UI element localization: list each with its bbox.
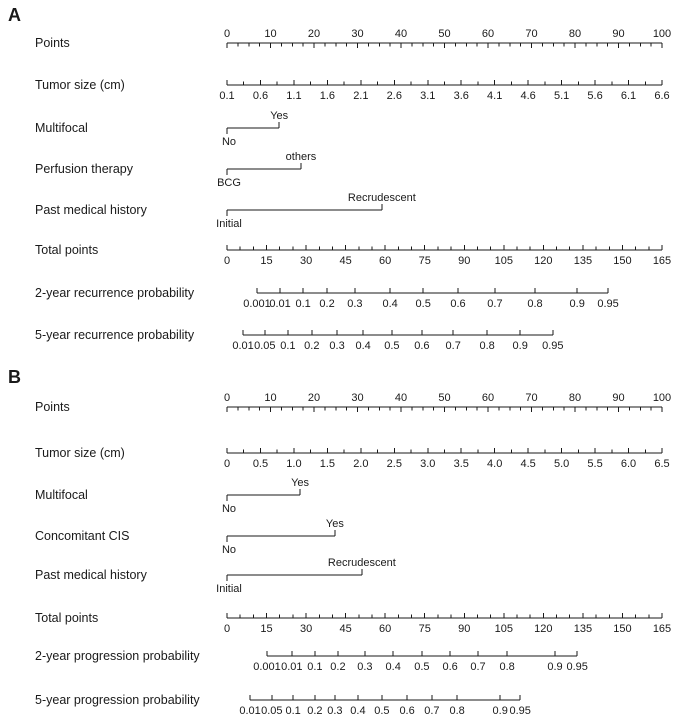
tick-label: 0.5 <box>252 458 269 470</box>
tick-label: 1.1 <box>286 90 302 102</box>
tick-label: 165 <box>652 623 672 635</box>
tick-label: 2.1 <box>353 90 369 102</box>
tick-label: 0.2 <box>330 661 346 673</box>
tick-label: 0.01 <box>232 340 254 352</box>
range-high-label: Yes <box>291 477 310 489</box>
row-label-concomitant-cis-range: Concomitant CIS <box>35 529 130 543</box>
tick-label: 0.9 <box>492 705 508 717</box>
tick-label: 80 <box>568 392 582 404</box>
tick-label: 0.7 <box>424 705 440 717</box>
tick-label: 0.1 <box>219 90 235 102</box>
tick-label: 75 <box>418 255 431 267</box>
tick-label: 0.2 <box>304 340 320 352</box>
tick-label: 30 <box>351 392 364 404</box>
tick-label: 3.6 <box>453 90 469 102</box>
tick-label: 60 <box>379 623 392 635</box>
tick-label: 0.95 <box>597 298 619 310</box>
row-perfusion-therapy-range <box>35 151 317 189</box>
tick-label: 0.1 <box>307 661 323 673</box>
tick-label: 90 <box>612 28 625 40</box>
tick-label: 15 <box>260 623 273 635</box>
row-points-axis <box>35 28 671 50</box>
tick-label: 135 <box>573 255 593 267</box>
tick-label: 165 <box>652 255 672 267</box>
tick-label: 6.0 <box>620 458 637 470</box>
range-high-label: Yes <box>325 518 344 530</box>
tick-label: 60 <box>481 28 495 40</box>
row-progression-5yr-axis <box>35 693 531 717</box>
tick-label: 30 <box>299 623 313 635</box>
tick-label: 4.6 <box>520 90 536 102</box>
tick-label: 10 <box>264 28 277 40</box>
range-low-label: Initial <box>216 218 242 230</box>
row-past-medical-history-range <box>35 192 416 230</box>
tick-label: 0.8 <box>449 705 465 717</box>
tick-label: 80 <box>568 28 582 40</box>
panel-B <box>8 367 671 717</box>
tick-label: 0 <box>223 458 231 470</box>
range-high-label: Recrudescent <box>327 557 396 569</box>
row-recurrence-5yr-axis <box>35 328 564 352</box>
tick-label: 6.6 <box>654 90 670 102</box>
tick-label: 0.7 <box>445 340 461 352</box>
row-label-recurrence-5yr-axis: 5-year recurrence probability <box>35 328 195 342</box>
tick-label: 0.95 <box>509 705 531 717</box>
row-label-progression-5yr-axis: 5-year progression probability <box>35 693 200 707</box>
panel-A <box>8 5 671 352</box>
tick-label: 90 <box>458 255 471 267</box>
tick-label: 150 <box>613 255 632 267</box>
tick-label: 0.5 <box>374 705 390 717</box>
tick-label: 0.1 <box>295 298 311 310</box>
tick-label: 0.3 <box>347 298 363 310</box>
tick-label: 0.1 <box>280 340 296 352</box>
tick-label: 0.3 <box>329 340 345 352</box>
tick-label: 135 <box>573 623 593 635</box>
tick-label: 105 <box>494 255 513 267</box>
tick-label: 90 <box>458 623 471 635</box>
tick-label: 0.4 <box>355 340 371 352</box>
tick-label: 0 <box>223 255 231 267</box>
row-total-points-axis <box>35 611 671 635</box>
row-recurrence-2yr-axis <box>35 286 619 310</box>
tick-label: 0.2 <box>319 298 335 310</box>
tick-label: 0.4 <box>350 705 366 717</box>
tick-label: 1.6 <box>319 90 336 102</box>
tick-label: 120 <box>534 255 553 267</box>
row-label-multifocal-range: Multifocal <box>35 121 88 135</box>
tick-label: 0.95 <box>542 340 564 352</box>
tick-label: 0.001 <box>253 661 281 673</box>
tick-label: 5.6 <box>587 90 603 102</box>
row-total-points-axis <box>35 243 671 267</box>
tick-label: 2.5 <box>386 458 402 470</box>
row-label-recurrence-2yr-axis: 2-year recurrence probability <box>35 286 195 300</box>
tick-label: 0.6 <box>442 661 458 673</box>
range-low-label: No <box>221 136 237 148</box>
tick-label: 0.95 <box>566 661 588 673</box>
tick-label: 90 <box>612 392 625 404</box>
tick-label: 30 <box>351 28 364 40</box>
panel-letter-A: A <box>8 5 21 25</box>
tick-label: 5.1 <box>553 90 570 102</box>
tick-label: 6.5 <box>654 458 670 470</box>
tick-label: 3.5 <box>453 458 469 470</box>
tick-label: 0 <box>223 623 231 635</box>
tick-label: 20 <box>307 28 321 40</box>
tick-label: 0.05 <box>261 705 283 717</box>
tick-label: 3.0 <box>420 458 436 470</box>
tick-label: 4.5 <box>520 458 536 470</box>
tick-label: 20 <box>307 392 321 404</box>
row-label-past-medical-history-range: Past medical history <box>35 203 147 217</box>
tick-label: 150 <box>613 623 632 635</box>
tick-label: 3.1 <box>420 90 436 102</box>
tick-label: 4.0 <box>487 458 503 470</box>
tick-label: 0.5 <box>415 298 431 310</box>
tick-label: 0.9 <box>547 661 563 673</box>
row-label-multifocal-range: Multifocal <box>35 488 88 502</box>
tick-label: 6.1 <box>620 90 637 102</box>
row-label-tumor-size-axis: Tumor size (cm) <box>35 446 125 460</box>
row-label-tumor-size-axis: Tumor size (cm) <box>35 78 125 92</box>
tick-label: 1.0 <box>286 458 302 470</box>
tick-label: 70 <box>525 28 538 40</box>
tick-label: 100 <box>652 28 672 40</box>
row-label-total-points-axis: Total points <box>35 243 99 257</box>
tick-label: 105 <box>494 623 513 635</box>
tick-label: 0.7 <box>487 298 503 310</box>
tick-label: 0.4 <box>382 298 398 310</box>
tick-label: 4.1 <box>487 90 503 102</box>
tick-label: 0.4 <box>385 661 401 673</box>
tick-label: 0.6 <box>399 705 415 717</box>
tick-label: 10 <box>264 392 277 404</box>
tick-label: 40 <box>394 28 408 40</box>
row-multifocal-range <box>35 477 310 515</box>
tick-label: 5.5 <box>587 458 603 470</box>
tick-label: 50 <box>438 392 451 404</box>
row-label-past-medical-history-range: Past medical history <box>35 568 147 582</box>
range-low-label: Initial <box>216 583 242 595</box>
tick-label: 0.01 <box>281 661 303 673</box>
row-label-points-axis: Points <box>35 400 70 414</box>
tick-label: 0.8 <box>479 340 495 352</box>
tick-label: 0.3 <box>357 661 373 673</box>
tick-label: 2.6 <box>386 90 402 102</box>
row-points-axis <box>35 392 671 414</box>
tick-label: 0.1 <box>285 705 301 717</box>
row-tumor-size-axis <box>35 78 670 102</box>
tick-label: 0.2 <box>307 705 323 717</box>
row-label-progression-2yr-axis: 2-year progression probability <box>35 649 200 663</box>
tick-label: 45 <box>339 623 352 635</box>
tick-label: 0.5 <box>414 661 430 673</box>
row-label-total-points-axis: Total points <box>35 611 99 625</box>
row-concomitant-cis-range <box>35 518 344 556</box>
tick-label: 0.05 <box>254 340 276 352</box>
tick-label: 40 <box>394 392 408 404</box>
tick-label: 45 <box>339 255 352 267</box>
row-label-points-axis: Points <box>35 36 70 50</box>
tick-label: 0.3 <box>327 705 343 717</box>
tick-label: 0.6 <box>450 298 466 310</box>
tick-label: 75 <box>418 623 431 635</box>
tick-label: 100 <box>652 392 672 404</box>
row-tumor-size-axis <box>35 446 670 470</box>
tick-label: 0.8 <box>499 661 515 673</box>
range-low-label: BCG <box>217 177 241 189</box>
tick-label: 0.9 <box>569 298 585 310</box>
tick-label: 0.001 <box>243 298 271 310</box>
range-high-label: Recrudescent <box>347 192 416 204</box>
tick-label: 120 <box>534 623 553 635</box>
tick-label: 0.6 <box>414 340 430 352</box>
tick-label: 0.01 <box>269 298 291 310</box>
row-past-medical-history-range <box>35 557 396 595</box>
tick-label: 0.5 <box>384 340 400 352</box>
tick-label: 60 <box>481 392 495 404</box>
tick-label: 5.0 <box>553 458 570 470</box>
tick-label: 2.0 <box>353 458 369 470</box>
tick-label: 0.6 <box>252 90 269 102</box>
range-low-label: No <box>221 503 237 515</box>
panel-letter-B: B <box>8 367 21 387</box>
tick-label: 0.9 <box>512 340 528 352</box>
row-progression-2yr-axis <box>35 649 588 673</box>
range-low-label: No <box>221 544 237 556</box>
tick-label: 30 <box>299 255 313 267</box>
tick-label: 0.01 <box>239 705 261 717</box>
tick-label: 70 <box>525 392 538 404</box>
tick-label: 60 <box>379 255 392 267</box>
tick-label: 0.7 <box>470 661 486 673</box>
range-high-label: Yes <box>270 110 289 122</box>
tick-label: 0 <box>223 28 231 40</box>
tick-label: 15 <box>260 255 273 267</box>
tick-label: 50 <box>438 28 451 40</box>
tick-label: 0 <box>223 392 231 404</box>
row-multifocal-range <box>35 110 289 148</box>
range-high-label: others <box>285 151 317 163</box>
tick-label: 0.8 <box>527 298 543 310</box>
row-label-perfusion-therapy-range: Perfusion therapy <box>35 162 133 176</box>
tick-label: 1.5 <box>319 458 336 470</box>
